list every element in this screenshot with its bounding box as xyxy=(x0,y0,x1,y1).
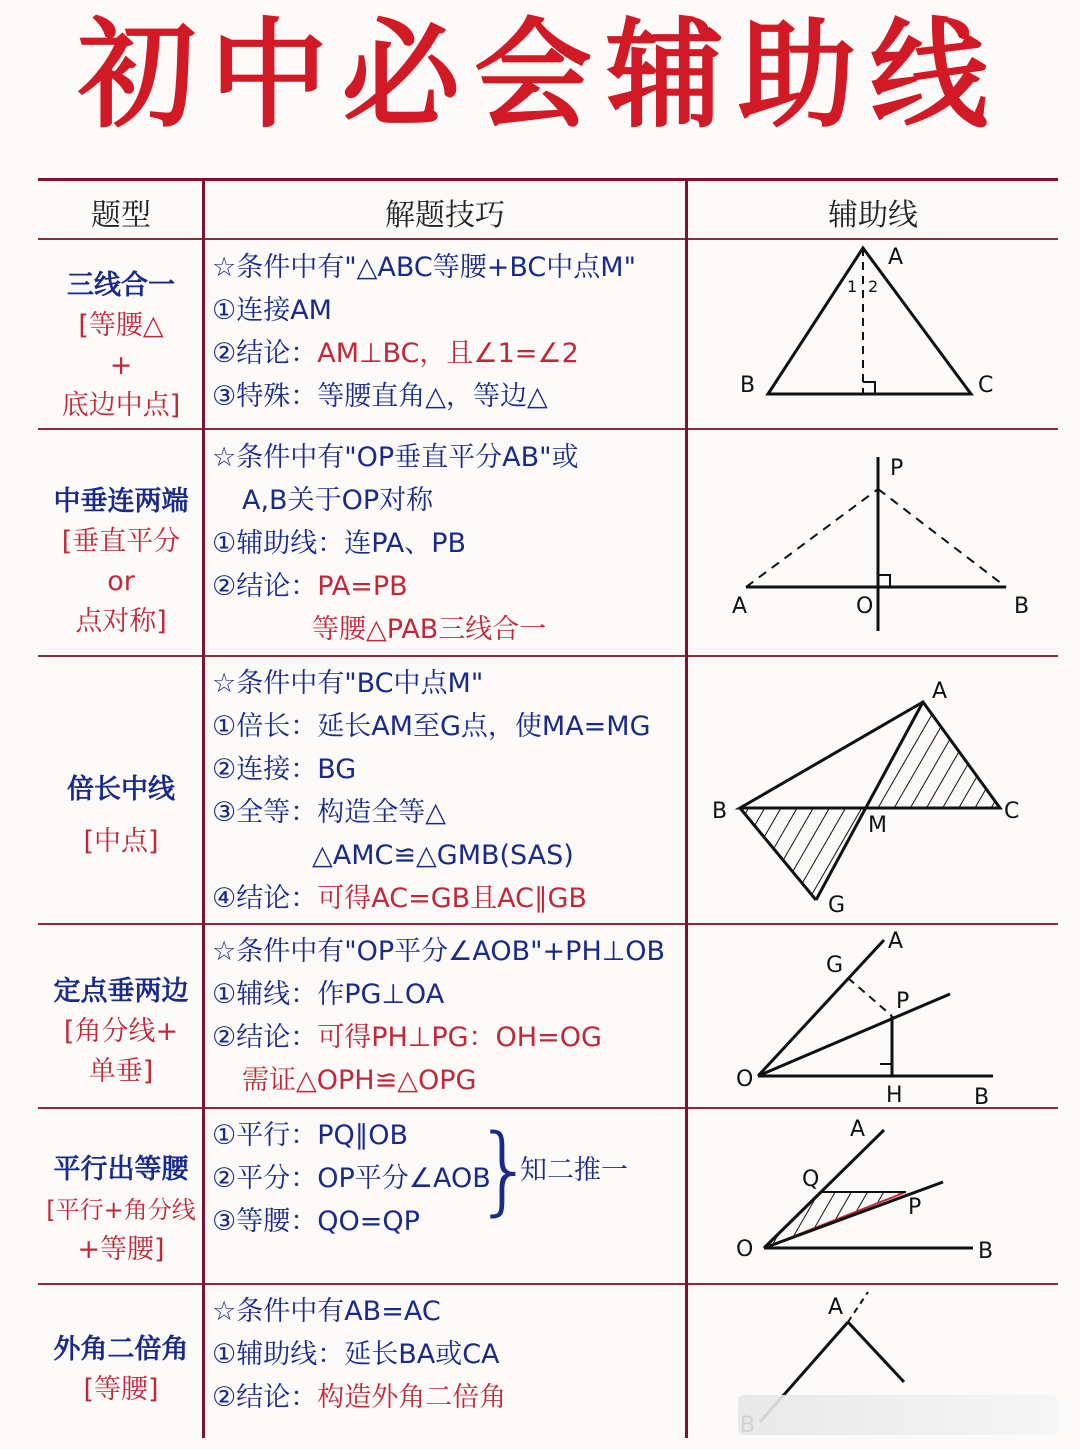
technique-line xyxy=(212,877,687,920)
technique-line: ③特殊：等腰直角△，等边△ xyxy=(212,381,548,412)
label-p: P xyxy=(896,989,910,1014)
brace: } xyxy=(474,1114,536,1226)
technique-line: ①辅助线：连PA、PB xyxy=(212,528,467,559)
technique-line: △AMC≌△GMB(SAS) xyxy=(312,840,574,871)
type-cell xyxy=(40,770,202,862)
technique-line: ☆条件中有"△ABC等腰+BC中点M" xyxy=(212,252,636,283)
line-conclusion: 构造外角二倍角 xyxy=(317,1382,507,1413)
type-sub: [等腰] xyxy=(83,1374,159,1405)
angle-bisector-perpendicular-diagram xyxy=(688,926,1058,1106)
column-rule xyxy=(202,178,205,1438)
technique-line: ③等腰：QO=QP xyxy=(212,1206,420,1237)
type-cell xyxy=(40,1330,202,1410)
technique-line: 需证△OPH≌△OPG xyxy=(242,1065,477,1096)
type-sub: [平行+角分线 xyxy=(46,1196,196,1224)
row-rule xyxy=(38,655,1058,657)
technique-line: ②连接：BG xyxy=(212,754,357,785)
page-title: 初中必会辅助线 xyxy=(77,6,1002,144)
type-sub: [中点] xyxy=(83,826,159,857)
type-sub: or xyxy=(107,566,135,597)
parallel-isosceles-diagram xyxy=(688,1110,1058,1282)
type-cell xyxy=(40,482,202,642)
label-h: H xyxy=(886,1083,903,1106)
label-o: O xyxy=(736,1237,754,1262)
technique-line: ①平行：PQ∥OB xyxy=(212,1120,409,1151)
label-p: P xyxy=(890,456,904,481)
line-prefix: ②结论： xyxy=(212,1022,318,1053)
technique-cell xyxy=(212,436,687,651)
technique-cell xyxy=(212,930,687,1102)
technique-line: ①连接AM xyxy=(212,295,332,326)
type-sub: 底边中点] xyxy=(61,390,181,421)
label-b: B xyxy=(712,799,728,824)
label-a: A xyxy=(888,929,904,954)
label-angle-2: 2 xyxy=(868,277,879,296)
technique-line: ①辅线：作PG⊥OA xyxy=(212,979,445,1010)
label-a: A xyxy=(888,245,904,270)
technique-line: ②平分：OP平分∠AOB xyxy=(212,1163,491,1194)
brace-text: 知二推一 xyxy=(520,1155,628,1186)
isosceles-triangle-diagram xyxy=(688,240,1058,426)
type-name: 倍长中线 xyxy=(67,774,175,805)
technique-line xyxy=(212,565,687,608)
label-b: B xyxy=(978,1239,994,1264)
technique-line: ③全等：构造全等△ xyxy=(212,797,446,828)
double-median-diagram xyxy=(688,660,1058,922)
label-m: M xyxy=(868,813,887,838)
technique-line xyxy=(212,1376,687,1419)
header-aux: 辅助线 xyxy=(828,198,918,233)
type-name: 中垂连两端 xyxy=(53,486,189,517)
label-angle-1: 1 xyxy=(847,277,858,296)
technique-line: ☆条件中有"OP平分∠AOB"+PH⊥OB xyxy=(212,936,666,967)
header-technique: 解题技巧 xyxy=(385,198,505,233)
table-top-rule xyxy=(38,178,1058,181)
line-conclusion: AM⊥BC，且∠1=∠2 xyxy=(317,338,579,369)
technique-cell xyxy=(212,662,687,920)
type-sub: [角分线+ xyxy=(63,1016,179,1047)
perpendicular-bisector-diagram xyxy=(688,431,1058,653)
type-sub: 单垂] xyxy=(88,1056,154,1087)
line-conclusion: PA=PB xyxy=(317,571,408,602)
type-cell xyxy=(40,1150,202,1270)
label-a: A xyxy=(932,679,948,704)
row-rule xyxy=(38,428,1058,430)
label-b: B xyxy=(1014,594,1030,619)
label-c: C xyxy=(978,373,994,398)
technique-line: ①辅助线：延长BA或CA xyxy=(212,1339,500,1370)
technique-cell xyxy=(212,1290,687,1419)
line-prefix: ②结论： xyxy=(212,1382,318,1413)
type-cell xyxy=(40,266,202,426)
label-b: B xyxy=(974,1085,990,1106)
label-a: A xyxy=(828,1295,844,1320)
watermark-overlay xyxy=(738,1395,1058,1435)
line-prefix: ②结论： xyxy=(212,338,318,369)
label-q: Q xyxy=(802,1167,820,1192)
type-sub: [垂直平分 xyxy=(61,526,181,557)
type-sub: +等腰] xyxy=(77,1234,165,1265)
type-name: 平行出等腰 xyxy=(53,1154,189,1185)
type-sub: [等腰△ xyxy=(78,310,164,341)
label-o: O xyxy=(856,594,874,619)
row-rule xyxy=(38,923,1058,925)
type-sub: 点对称] xyxy=(75,606,167,637)
type-name: 三线合一 xyxy=(67,270,175,301)
technique-line: 等腰△PAB三线合一 xyxy=(312,614,547,645)
technique-line: ☆条件中有"OP垂直平分AB"或 xyxy=(212,442,579,473)
line-prefix: ②结论： xyxy=(212,571,318,602)
label-p: P xyxy=(908,1195,922,1220)
technique-line: A,B关于OP对称 xyxy=(242,485,434,516)
type-sub: + xyxy=(109,350,133,381)
label-o: O xyxy=(736,1067,754,1092)
label-g: G xyxy=(826,953,844,978)
label-g: G xyxy=(828,893,846,918)
technique-line: ①倍长：延长AM至G点，使MA=MG xyxy=(212,711,651,742)
line-conclusion: 可得PH⊥PG：OH=OG xyxy=(317,1022,602,1053)
line-conclusion: 可得AC=GB且AC∥GB xyxy=(317,883,587,914)
line-prefix: ④结论： xyxy=(212,883,318,914)
technique-line xyxy=(212,1016,687,1059)
technique-line: ☆条件中有"BC中点M" xyxy=(212,668,484,699)
label-b: B xyxy=(740,373,756,398)
row-rule xyxy=(38,1107,1058,1109)
type-name: 定点垂两边 xyxy=(53,976,189,1007)
header-type: 题型 xyxy=(91,198,151,233)
type-name: 外角二倍角 xyxy=(53,1334,189,1365)
row-rule xyxy=(38,1283,1058,1285)
label-a: A xyxy=(732,594,748,619)
label-c: C xyxy=(1004,799,1020,824)
technique-line: ☆条件中有AB=AC xyxy=(212,1296,441,1327)
technique-cell xyxy=(212,246,687,418)
type-cell xyxy=(40,972,202,1092)
technique-line xyxy=(212,332,687,375)
label-a: A xyxy=(850,1117,866,1142)
